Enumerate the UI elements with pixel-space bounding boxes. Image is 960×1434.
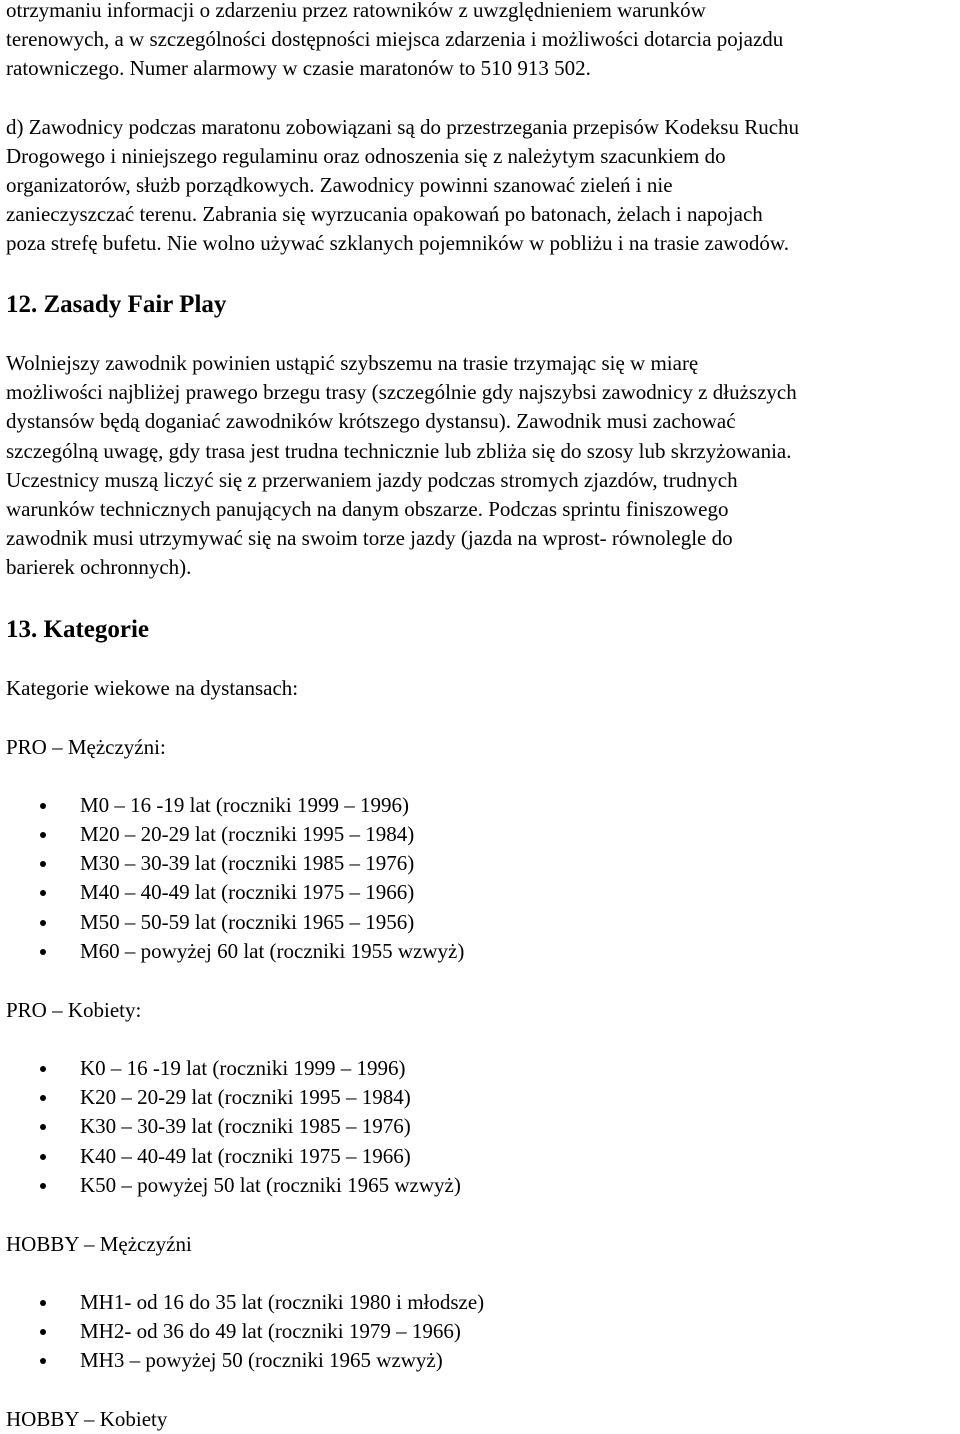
section-d-line: organizatorów, służb porządkowych. Zawodnicy powinni szanować zieleń i nie <box>6 173 673 197</box>
bullet-icon <box>40 861 46 867</box>
bullet-icon <box>40 803 46 809</box>
categories-intro: Kategorie wiekowe na dystansach: <box>6 676 299 700</box>
list-item: M60 – powyżej 60 lat (roczniki 1955 wzwyż) <box>80 939 465 963</box>
group-label-pro-men: PRO – Mężczyźni: <box>6 735 166 759</box>
list-item: M0 – 16 -19 lat (roczniki 1999 – 1996) <box>80 793 409 817</box>
list-item: MH3 – powyżej 50 (roczniki 1965 wzwyż) <box>80 1348 443 1372</box>
section-12-line: zawodnik musi utrzymywać się na swoim torze jazdy (jazda na wprost- równolegle do <box>6 526 733 550</box>
bullet-icon <box>40 1358 46 1364</box>
list-item: K20 – 20-29 lat (roczniki 1995 – 1984) <box>80 1085 411 1109</box>
bullet-icon <box>40 832 46 838</box>
intro-line: terenowych, a w szczególności dostępności miejsca zdarzenia i możliwości dotarcia pojazdu <box>6 27 784 51</box>
list-item: K50 – powyżej 50 lat (roczniki 1965 wzwyż) <box>80 1173 461 1197</box>
section-d-line: poza strefę bufetu. Nie wolno używać szklanych pojemników w pobliżu i na trasie zawodów. <box>6 231 789 255</box>
section-12-line: możliwości najbliżej prawego brzegu trasy (szczególnie gdy najszybsi zawodnicy z dłuższych <box>6 380 797 404</box>
bullet-icon <box>40 1154 46 1160</box>
section-12-line: dystansów będą doganiać zawodników krótszego dystansu). Zawodnik musi zachować <box>6 409 736 433</box>
list-item: K0 – 16 -19 lat (roczniki 1999 – 1996) <box>80 1056 406 1080</box>
section-13-heading: 13. Kategorie <box>6 616 150 643</box>
section-12-line: Uczestnicy muszą liczyć się z przerwaniem jazdy podczas stromych zjazdów, trudnych <box>6 468 738 492</box>
list-item: M50 – 50-59 lat (roczniki 1965 – 1956) <box>80 910 415 934</box>
list-item: MH2- od 36 do 49 lat (roczniki 1979 – 1966) <box>80 1319 461 1343</box>
bullet-icon <box>40 1095 46 1101</box>
list-item: M30 – 30-39 lat (roczniki 1985 – 1976) <box>80 851 415 875</box>
group-label-hobby-men: HOBBY – Mężczyźni <box>6 1232 192 1256</box>
section-d-line: zanieczyszczać terenu. Zabrania się wyrzucania opakowań po batonach, żelach i napojach <box>6 202 763 226</box>
list-item: M20 – 20-29 lat (roczniki 1995 – 1984) <box>80 822 415 846</box>
intro-line: otrzymaniu informacji o zdarzeniu przez ratowników z uwzględnieniem warunków <box>6 0 706 22</box>
section-12-line: Wolniejszy zawodnik powinien ustąpić szybszemu na trasie trzymając się w miarę <box>6 351 699 375</box>
intro-line: ratowniczego. Numer alarmowy w czasie maratonów to 510 913 502. <box>6 56 591 80</box>
bullet-icon <box>40 1183 46 1189</box>
section-12-line: szczególną uwagę, gdy trasa jest trudna technicznie lub zbliża się do szosy lub skrzyżowania. <box>6 439 792 463</box>
list-item: K30 – 30-39 lat (roczniki 1985 – 1976) <box>80 1114 411 1138</box>
bullet-icon <box>40 1066 46 1072</box>
bullet-icon <box>40 920 46 926</box>
bullet-icon <box>40 1124 46 1130</box>
bullet-icon <box>40 1329 46 1335</box>
list-item: MH1- od 16 do 35 lat (roczniki 1980 i młodsze) <box>80 1290 485 1314</box>
group-label-pro-women: PRO – Kobiety: <box>6 998 142 1022</box>
section-d-line: Drogowego i niniejszego regulaminu oraz odnoszenia się z należytym szacunkiem do <box>6 144 726 168</box>
section-12-line: barierek ochronnych). <box>6 555 192 579</box>
section-12-heading: 12. Zasady Fair Play <box>6 291 227 318</box>
list-item: K40 – 40-49 lat (roczniki 1975 – 1966) <box>80 1144 411 1168</box>
bullet-icon <box>40 949 46 955</box>
list-item: M40 – 40-49 lat (roczniki 1975 – 1966) <box>80 880 415 904</box>
section-d-line: d) Zawodnicy podczas maratonu zobowiązani są do przestrzegania przepisów Kodeksu Ruchu <box>6 115 800 139</box>
bullet-icon <box>40 1300 46 1306</box>
group-label-hobby-women: HOBBY – Kobiety <box>6 1407 168 1431</box>
bullet-icon <box>40 890 46 896</box>
section-12-line: warunków technicznych panujących na danym obszarze. Podczas sprintu finiszowego <box>6 497 729 521</box>
